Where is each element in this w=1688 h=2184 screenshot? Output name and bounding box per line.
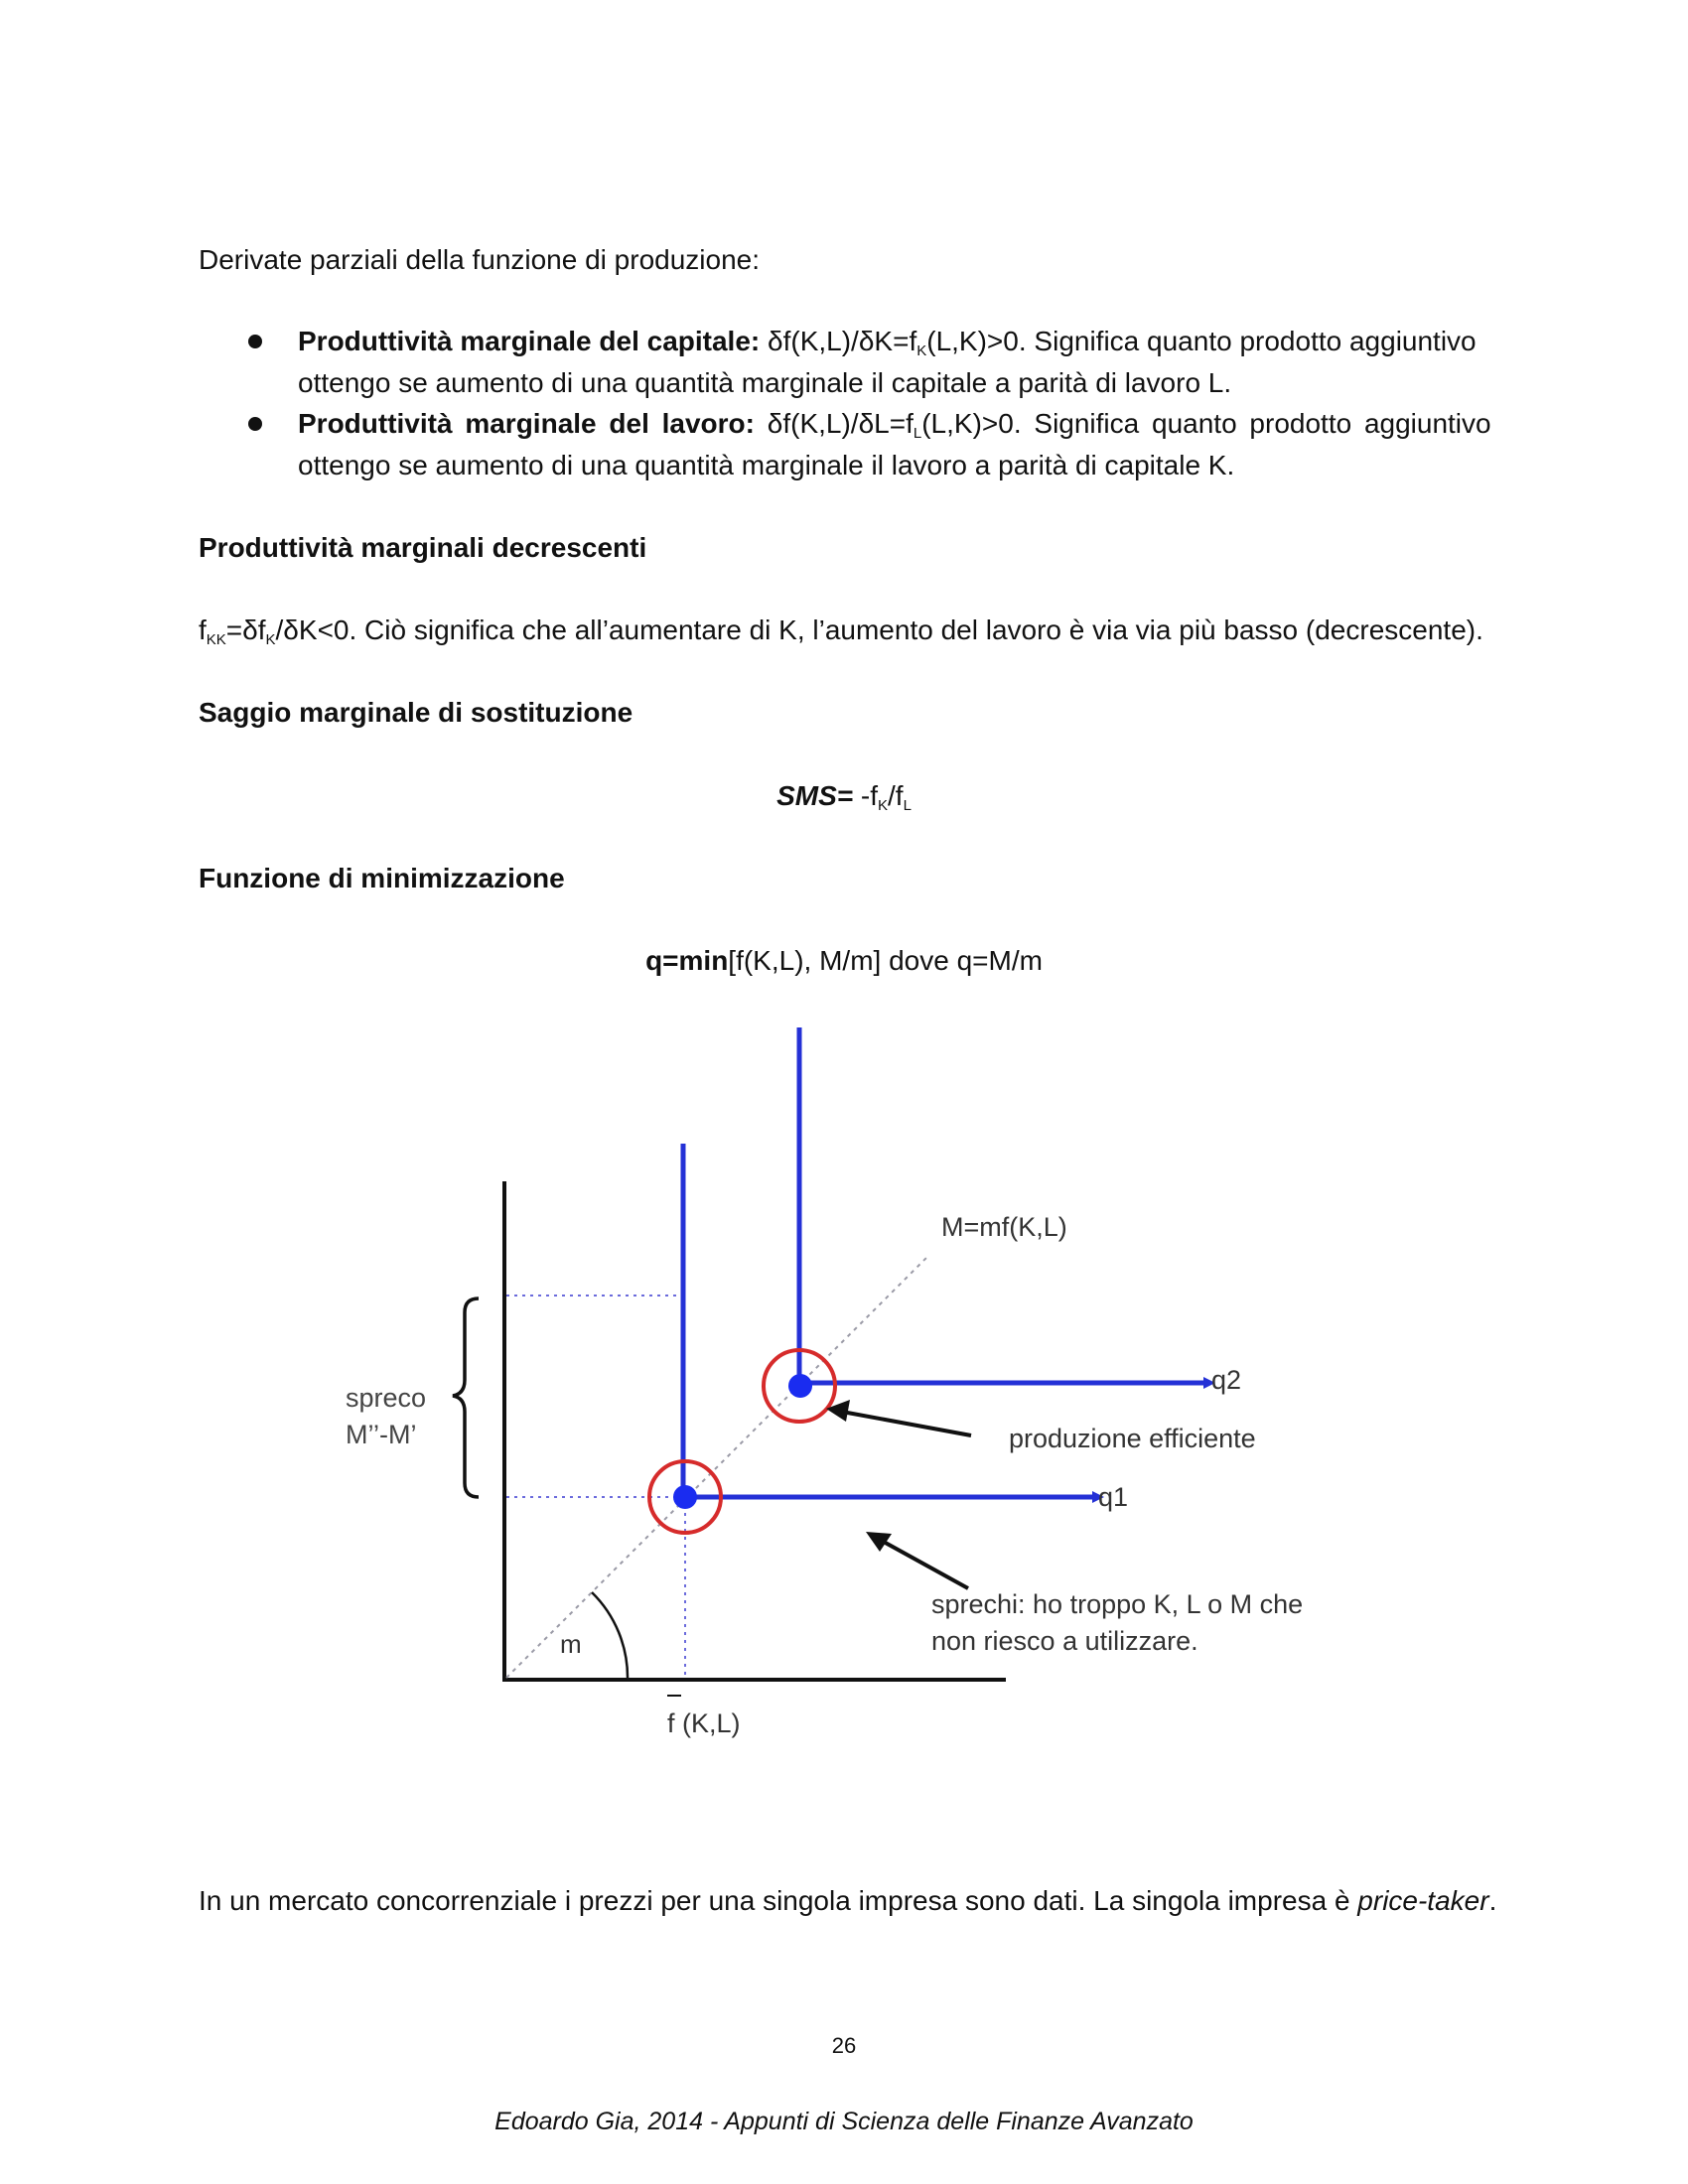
- efficient-arrow: [842, 1412, 971, 1435]
- efficient-production-label: produzione efficiente: [1009, 1424, 1256, 1453]
- footer-credit: Edoardo Gia, 2014 - Appunti di Scienza delle Finanze Avanzato: [494, 2108, 1194, 2135]
- expansion-ray-label: M=mf(K,L): [941, 1212, 1067, 1242]
- angle-arc: [592, 1592, 628, 1680]
- bullet-labour-title: Produttività marginale del lavoro:: [298, 408, 755, 439]
- bullet-capital-title: Produttività marginale del capitale:: [298, 326, 761, 356]
- bullet-labour: Produttività marginale del lavoro: $\delta f(K,L)/\delta L=f_L(L,K)>0$. Significa quanto prodotto aggiuntivo ottengo se aumento di una quantità marginale il lavoro a parità di capitale K.: [298, 403, 1489, 486]
- intro-text: Derivate parziali della funzione di produzione:: [199, 244, 761, 275]
- x-axis-f-label: f (K,L): [667, 1708, 741, 1738]
- spreco-difference-label: M’’-M’: [346, 1420, 417, 1449]
- inefficient-point: [673, 1485, 697, 1509]
- decreasing-formula: $f_{KK}=\delta f_K/\delta K<0$. Ciò significa che all’aumentare di K, l’aumento del lavoro è via via più basso (decrescente).: [199, 614, 1483, 648]
- q1-label: q1: [1098, 1482, 1129, 1512]
- waste-brace: [453, 1298, 479, 1497]
- bullet-capital: Produttività marginale del capitale: $\delta f(K,L)/\delta K=f_K(L,K)>0$. Significa quanto prodotto aggiuntivo ottengo se aumento di una quantità marginale il capitale a parità di lavoro L.: [298, 321, 1489, 404]
- waste-arrow: [882, 1541, 968, 1588]
- expansion-ray: [506, 1256, 928, 1678]
- angle-m-label: m: [560, 1629, 582, 1659]
- heading-minimization: Funzione di minimizzazione: [199, 863, 565, 893]
- heading-sms: Saggio marginale di sostituzione: [199, 697, 633, 728]
- isoquant-q2: [799, 1027, 1203, 1383]
- bullet-capital-line2: ottengo se aumento di una quantità marginale il capitale a parità di lavoro L.: [298, 367, 1232, 398]
- efficient-point: [788, 1374, 812, 1398]
- waste-arrowhead: [866, 1532, 892, 1552]
- page-number: 26: [831, 2033, 857, 2058]
- q2-label: q2: [1211, 1365, 1242, 1395]
- waste-label-line1: sprechi: ho troppo K, L o M che: [931, 1589, 1304, 1619]
- heading-decreasing: Produttività marginali decrescenti: [199, 532, 647, 563]
- spreco-label: spreco: [346, 1383, 427, 1413]
- waste-label-line2: non riesco a utilizzare.: [931, 1626, 1198, 1656]
- min-function-formula: q=min[f(K,L), M/m] dove q=M/m: [645, 945, 1043, 976]
- bullet-labour-line2: ottengo se aumento di una quantità marginale il lavoro a parità di capitale K.: [298, 450, 1235, 480]
- sms-formula: $SMS= -f_K/f_L$: [776, 780, 912, 814]
- closing-sentence: In un mercato concorrenziale i prezzi per una singola impresa sono dati. La singola impresa è price-taker.: [199, 1885, 1497, 1916]
- bullet-capital-formula: $\delta f(K,L)/\delta K=f_K(L,K)>0$.: [768, 326, 1027, 359]
- bullet-labour-formula: $\delta f(K,L)/\delta L=f_L(L,K)>0$.: [767, 408, 1022, 442]
